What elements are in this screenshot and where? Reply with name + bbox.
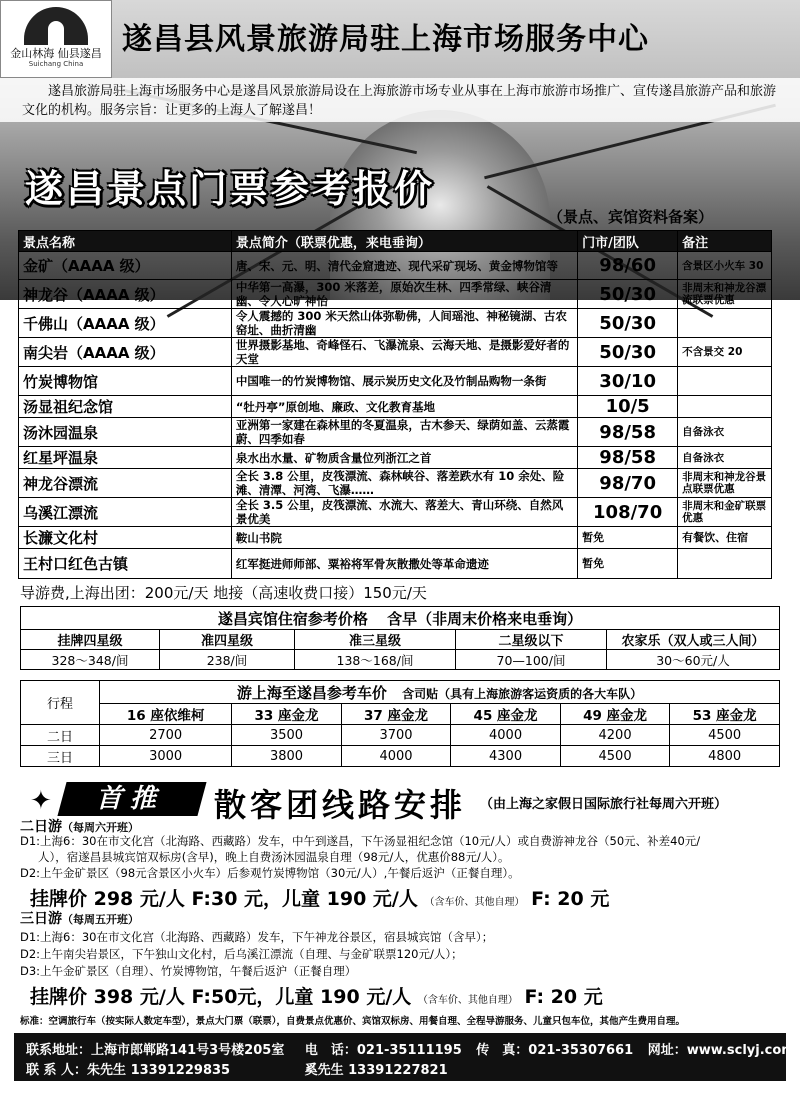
spot-price: 暂免 — [578, 527, 678, 549]
table-row — [19, 469, 772, 498]
column-header: 门市/团队 — [578, 231, 678, 252]
two-day-price-f: F: 20 元 — [531, 888, 610, 910]
row-label: 三日 — [21, 746, 100, 767]
intro-text: 遂昌旅游局驻上海市场服务中心是遂昌风景旅游局设在上海旅游市场专业从事在上海市旅游市场推广、宣传遂昌旅游产品和旅游文化的机构。服务宗旨：让更多的上海人了解遂昌！ — [22, 84, 777, 118]
column-header: 33 座金龙 — [232, 704, 342, 725]
spot-name: 千佛山（AAAA 级） — [19, 309, 232, 338]
spot-price: 98/58 — [578, 447, 678, 469]
car-caption — [100, 681, 780, 704]
ticket-price-table — [18, 230, 772, 579]
logo-text: 金山林海 仙县遂昌 — [10, 47, 102, 60]
table-cell: 238/间 — [160, 650, 295, 670]
three-day-price — [30, 982, 603, 1009]
spot-price: 108/70 — [578, 498, 678, 527]
three-day-heading — [20, 908, 139, 928]
spot-name: 王村口红色古镇 — [19, 549, 232, 579]
footer-contact: 联 系 人：朱先生 13391229835 — [26, 1063, 231, 1078]
three-day-price-main: 挂牌价 398 元/人 F:50元，儿童 190 元/人 — [30, 986, 412, 1008]
column-header: 备注 — [678, 231, 772, 252]
column-header: 景点简介（联票优惠，来电垂询） — [231, 231, 577, 252]
table-cell: 3700 — [341, 725, 451, 746]
spot-desc: 中国唯一的竹炭博物馆、展示炭历史文化及竹制品购物一条街 — [231, 367, 577, 396]
spot-note: 非周末和神龙谷漂流联票优惠 — [678, 280, 772, 309]
spot-note — [678, 309, 772, 338]
three-day-title: 三日游 — [20, 911, 62, 927]
spot-note: 自备泳衣 — [678, 447, 772, 469]
footer-website[interactable]: 网址：www.sclyj.com — [647, 1043, 795, 1058]
star-icon: ✦ — [30, 786, 52, 816]
spot-name: 汤沐园温泉 — [19, 418, 232, 447]
spot-name: 神龙谷（AAAA 级） — [19, 280, 232, 309]
three-day-schedule: （每周五开班） — [62, 913, 139, 926]
table-row — [19, 309, 772, 338]
three-day-price-f: F: 20 元 — [524, 986, 603, 1008]
table-cell: 2700 — [100, 725, 232, 746]
spot-desc: 红军挺进师师部、粟裕将军骨灰散撒处等革命遗迹 — [231, 549, 577, 579]
spot-price: 50/30 — [578, 280, 678, 309]
spot-name: 汤显祖纪念馆 — [19, 396, 232, 418]
table-cell: 4000 — [341, 746, 451, 767]
spot-desc: “牡丹亭”原创地、廉政、文化教育基地 — [231, 396, 577, 418]
hotel-title: 遂昌宾馆住宿参考价格 — [217, 609, 368, 628]
table-cell: 3800 — [232, 746, 342, 767]
footer-row-2 — [26, 1059, 448, 1078]
column-header: 49 座金龙 — [560, 704, 670, 725]
column-header: 53 座金龙 — [670, 704, 780, 725]
footer-fax: 传 真：021-35307661 — [476, 1043, 634, 1058]
ticket-section-note: （景点、宾馆资料备案） — [548, 208, 714, 226]
spot-note: 非周末和神龙谷景点联票优惠 — [678, 469, 772, 498]
footer-phone: 电 话：021-35111195 — [304, 1043, 462, 1058]
table-header-row — [19, 231, 772, 252]
table-cell: 4500 — [670, 725, 780, 746]
spot-desc: 世界摄影基地、奇峰怪石、飞瀑流泉、云海天地、是摄影爱好者的天堂 — [231, 338, 577, 367]
column-header: 准四星级 — [160, 630, 295, 650]
two-day-price — [30, 884, 609, 911]
spot-note: 自备泳衣 — [678, 418, 772, 447]
route-line: D1:上海6：30在市文化宫（北海路、西藏路）发车，下午神龙谷景区，宿县城宾馆（含早）； — [20, 930, 494, 944]
spot-desc: 亚洲第一家建在森林里的冬夏温泉，古木参天、绿荫如盖、云蒸霞蔚、四季如春 — [231, 418, 577, 447]
column-header: 37 座金龙 — [341, 704, 451, 725]
two-day-heading — [20, 816, 139, 836]
row-label-header: 行程 — [21, 681, 100, 725]
two-day-schedule: （每周六开班） — [62, 821, 139, 834]
spot-price: 50/30 — [578, 309, 678, 338]
spot-note: 不含景交 20 — [678, 338, 772, 367]
table-cell: 3000 — [100, 746, 232, 767]
footer-row-1 — [26, 1039, 795, 1058]
table-cell: 4500 — [560, 746, 670, 767]
spot-note: 含景区小火车 30 — [678, 252, 772, 280]
route-title: 散客团线路安排 — [214, 786, 467, 824]
spot-price: 50/30 — [578, 338, 678, 367]
spot-name: 竹炭博物馆 — [19, 367, 232, 396]
column-header: 16 座依维柯 — [100, 704, 232, 725]
hotel-title-note: 含早（非周末价格来电垂询） — [387, 609, 583, 628]
table-row — [19, 527, 772, 549]
spot-desc: 鞍山书院 — [231, 527, 577, 549]
spot-price: 30/10 — [578, 367, 678, 396]
route-line: D2:上午金矿景区（98元含景区小火车）后参观竹炭博物馆（30元/人）,午餐后返沪（正餐自理）。 — [20, 866, 520, 880]
route-line: D1:上海6：30在市文化宫（北海路、西藏路）发车，中午到遂昌，下午汤显祖纪念馆（10元/人）或自费游神龙谷（50元、补差40元/ — [20, 834, 701, 848]
table-cell: 4800 — [670, 746, 780, 767]
spot-price: 暂免 — [578, 549, 678, 579]
spot-desc: 令人震撼的 300 米天然山体弥勒佛，人间瑶池、神秘镜湖、古农窑址、曲折清幽 — [231, 309, 577, 338]
column-header: 二星级以下 — [456, 630, 607, 650]
hotel-caption — [21, 607, 780, 630]
column-header: 准三星级 — [295, 630, 456, 650]
table-cell: 138～168/间 — [295, 650, 456, 670]
car-price-table — [20, 680, 780, 767]
spot-note — [678, 367, 772, 396]
page-title: 遂昌县风景旅游局驻上海市场服务中心 — [122, 22, 649, 57]
row-label: 二日 — [21, 725, 100, 746]
spot-desc: 唐、宋、元、明、清代金窟遗迹、现代采矿现场、黄金博物馆等 — [231, 252, 577, 280]
table-row — [19, 418, 772, 447]
two-day-price-main: 挂牌价 298 元/人 F:30 元，儿童 190 元/人 — [30, 888, 418, 910]
spot-price: 10/5 — [578, 396, 678, 418]
route-subtitle: （由上海之家假日国际旅行社每周六开班） — [480, 797, 728, 812]
mountain-logo-icon — [24, 7, 88, 45]
guide-fee: 导游费,上海出团：200元/天 地接（高速收费口接）150元/天 — [20, 584, 427, 602]
spot-desc: 中华第一高瀑，300 米落差，原始次生林、四季常绿、峡谷清幽、令人心旷神怡 — [231, 280, 577, 309]
column-header: 45 座金龙 — [451, 704, 561, 725]
table-cell: 70—100/间 — [456, 650, 607, 670]
car-caption-row — [21, 681, 780, 704]
three-day-price-note: （含车价、其他自理） — [417, 995, 518, 1006]
table-cell: 4200 — [560, 725, 670, 746]
table-row — [19, 498, 772, 527]
contact-footer — [14, 1033, 795, 1081]
table-cell: 4300 — [451, 746, 561, 767]
spot-desc: 泉水出水量、矿物质含量位列浙江之首 — [231, 447, 577, 469]
spot-name: 金矿（AAAA 级） — [19, 252, 232, 280]
table-row — [19, 338, 772, 367]
table-cell: 3500 — [232, 725, 342, 746]
spot-desc: 全长 3.5 公里，皮筏漂流、水流大、落差大、青山环绕、自然风景优美 — [231, 498, 577, 527]
spot-note — [678, 396, 772, 418]
spot-note: 有餐饮、住宿 — [678, 527, 772, 549]
footer-contact-2: 奚先生 13391227821 — [304, 1063, 448, 1078]
table-cell: 4000 — [451, 725, 561, 746]
spot-name: 南尖岩（AAAA 级） — [19, 338, 232, 367]
route-line: D3:上午金矿景区（自理）、竹炭博物馆，午餐后返沪（正餐自理） — [20, 964, 357, 978]
hotel-price-table — [20, 606, 780, 670]
table-row — [19, 549, 772, 579]
table-row — [19, 396, 772, 418]
spot-desc: 全长 3.8 公里，皮筏漂流、森林峡谷、落差跌水有 10 余处、险滩、清潭、河湾、飞瀑…… — [231, 469, 577, 498]
spot-note: 非周末和金矿联票优惠 — [678, 498, 772, 527]
table-row — [21, 746, 780, 767]
column-header: 农家乐（双人或三人间） — [607, 630, 780, 650]
hotel-caption-row — [21, 607, 780, 630]
hotel-header-row — [21, 630, 780, 650]
table-row — [19, 447, 772, 469]
table-row — [21, 725, 780, 746]
spot-name: 红星坪温泉 — [19, 447, 232, 469]
service-standard: 标准：空调旅行车（按实际人数定车型），景点大门票（联票），自费景点优惠价、宾馆双标房、用餐自理、全程导游服务、儿童只包车位，其他产生费用自理。 — [20, 1016, 686, 1027]
two-day-price-note: （含车价、其他自理） — [424, 897, 525, 908]
table-row — [19, 280, 772, 309]
spot-note — [678, 549, 772, 579]
spot-name: 乌溪江漂流 — [19, 498, 232, 527]
footer-address: 联系地址：上海市郎郸路141号3号楼205室 — [26, 1043, 285, 1058]
column-header: 挂牌四星级 — [21, 630, 160, 650]
route-badge: 首推 — [57, 782, 206, 816]
table-row — [19, 367, 772, 396]
table-cell: 328～348/间 — [21, 650, 160, 670]
route-line: 人），宿遂昌县城宾馆双标房(含早)，晚上自费汤沐园温泉自理（98元/人，优惠价88元/人）。 — [38, 850, 510, 864]
two-day-title: 二日游 — [20, 819, 62, 835]
spot-price: 98/70 — [578, 469, 678, 498]
spot-name: 长濂文化村 — [19, 527, 232, 549]
column-header: 景点名称 — [19, 231, 232, 252]
car-header-row — [21, 704, 780, 725]
route-line: D2:上午南尖岩景区，下午独山文化村，后乌溪江漂流（自理、与金矿联票120元/人）； — [20, 947, 463, 961]
spot-price: 98/60 — [578, 252, 678, 280]
table-row — [19, 252, 772, 280]
logo — [0, 0, 112, 78]
car-title-note: 含司贴（具有上海旅游客运资质的各大车队） — [402, 686, 643, 701]
table-row — [21, 650, 780, 670]
ticket-section-title: 遂昌景点门票参考报价 — [25, 167, 436, 211]
spot-price: 98/58 — [578, 418, 678, 447]
table-cell: 30～60元/人 — [607, 650, 780, 670]
car-title: 游上海至遂昌参考车价 — [236, 683, 387, 702]
spot-name: 神龙谷漂流 — [19, 469, 232, 498]
logo-subtext: Suichang China — [28, 60, 84, 68]
